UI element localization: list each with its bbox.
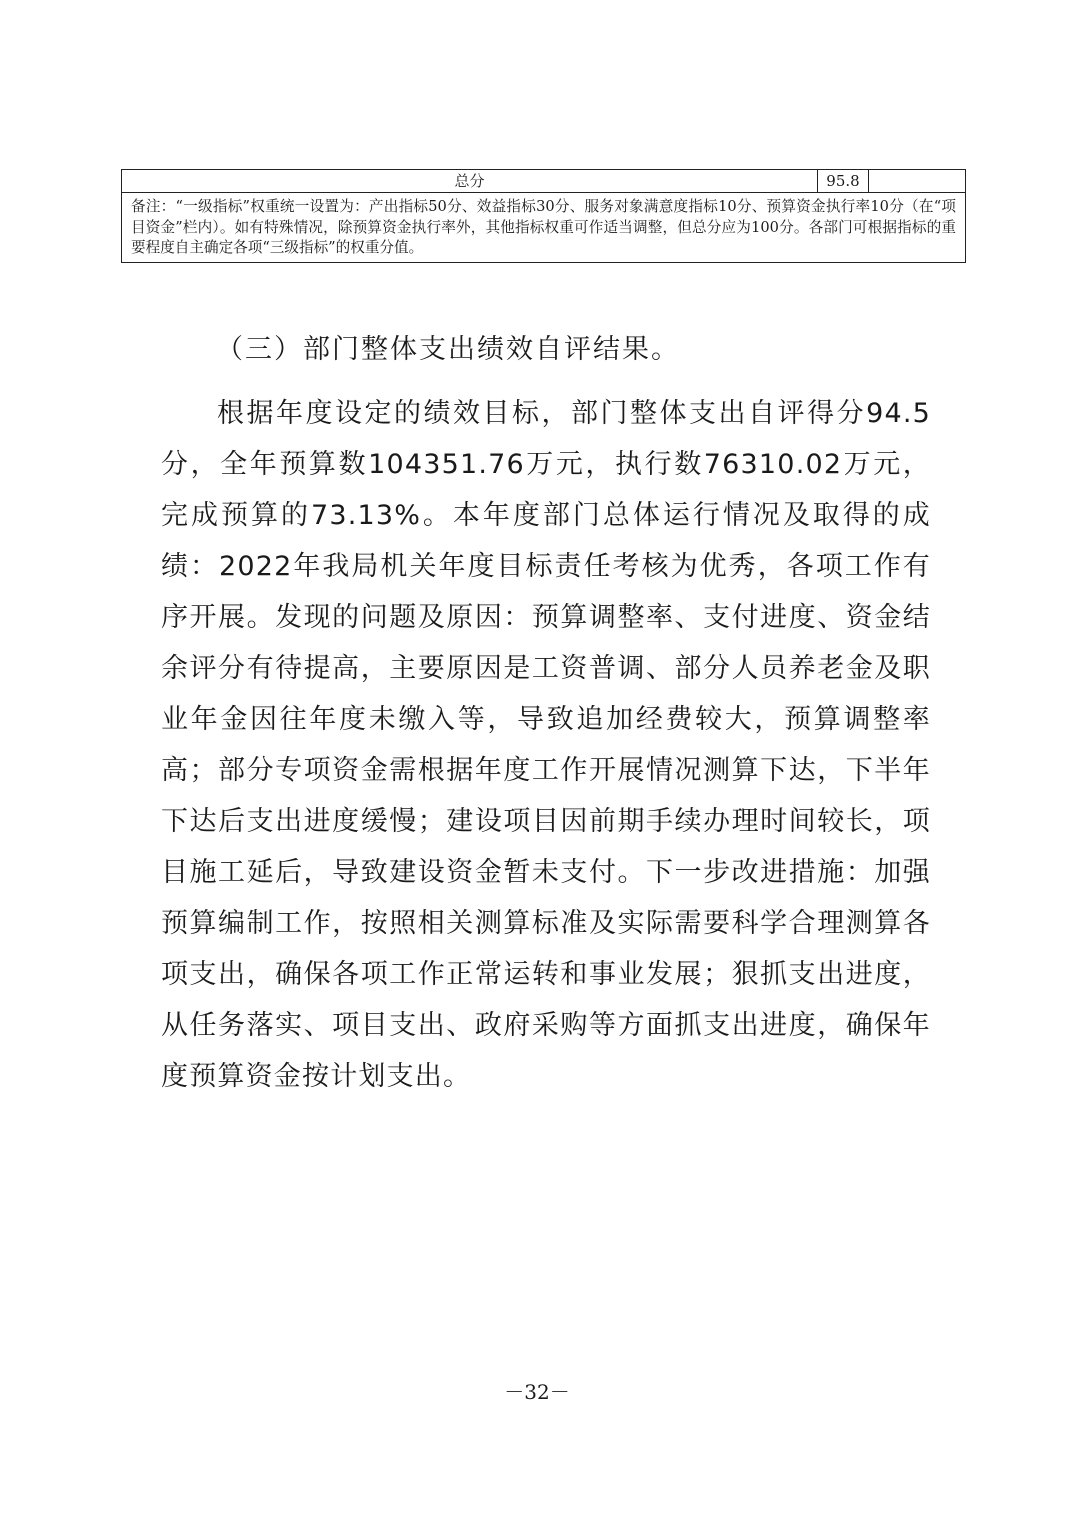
total-row (122, 170, 966, 193)
note-row (122, 193, 966, 263)
section-body: 根据年度设定的绩效目标，部门整体支出自评得分94.5分，全年预算数104351.76万元，执行数76310.02万元，完成预算的73.13%。本年度部门总体运行情况及取得的成绩：2022年我局机关年度目标责任考核为优秀，各项工作有序开展。发现的问题及原因：预算调整率、支付进度、资金结余评分有待提高，主要原因是工资普调、部分人员养老金及职业年金因往年度未缴入等，导致追加经费较大，预算调整率高；部分专项资金需根据年度工作开展情况测算下达，下半年下达后支出进度缓慢；建设项目因前期手续办理时间较长，项目施工延后，导致建设资金暂未支付。下一步改进措施：加强预算编制工作，按照相关测算标准及实际需要科学合理测算各项支出，确保各项工作正常运转和事业发展；狠抓支出进度，从任务落实、项目支出、政府采购等方面抓支出进度，确保年度预算资金按计划支出。 (161, 398, 931, 1092)
total-value: 95.8 (818, 170, 869, 193)
total-label: 总分 (122, 170, 818, 193)
empty-cell (869, 170, 966, 193)
page-number: －32－ (504, 1380, 570, 1404)
score-table (121, 169, 966, 263)
table-note: 备注：“一级指标”权重统一设置为：产出指标50分、效益指标30分、服务对象满意度指标10分、预算资金执行率10分（在“项目资金”栏内）。如有特殊情况，除预算资金执行率外，其他指标权重可作适当调整，但总分应为100分。各部门可根据指标的重要程度自主确定各项“三级指标”的权重分值。 (122, 193, 966, 263)
section-heading: （三）部门整体支出绩效自评结果。 (216, 334, 680, 365)
